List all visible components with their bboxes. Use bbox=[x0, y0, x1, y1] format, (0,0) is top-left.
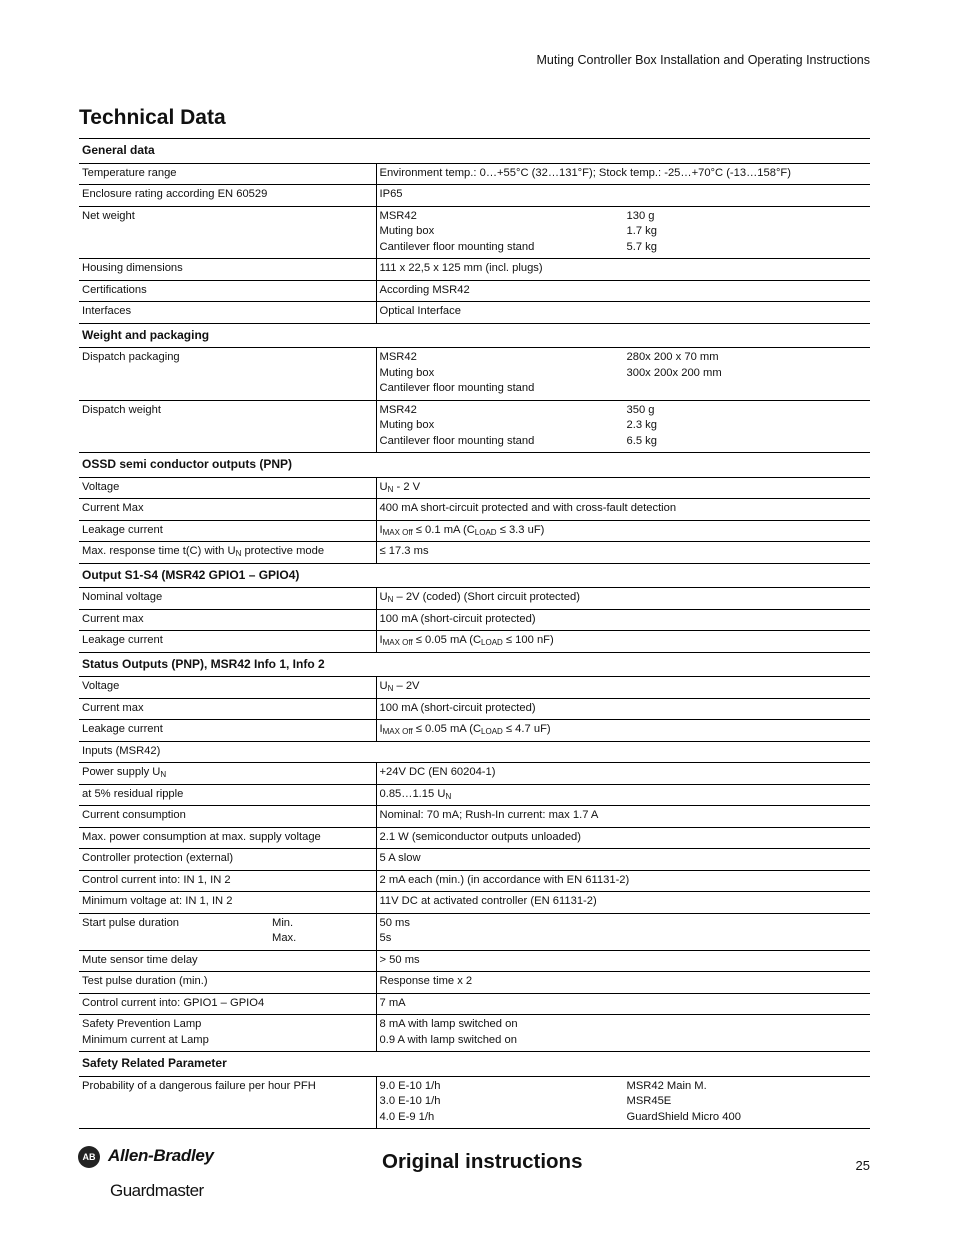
table-row bbox=[79, 631, 870, 653]
subsection-row bbox=[79, 741, 870, 763]
row-value: $I_{MAX Off} \le 0.05$ mA ($C_{LOAD} \le 4.7$ uF) bbox=[376, 720, 870, 742]
item-value: MSR45E bbox=[626, 1095, 672, 1107]
table-row bbox=[79, 677, 870, 699]
row-value: Optical Interface bbox=[376, 302, 870, 324]
item-value: 5.7 kg bbox=[626, 240, 657, 253]
item-value: 280x 200 x 70 mm bbox=[626, 351, 719, 363]
table-row bbox=[79, 609, 870, 631]
row-label: Control current into: GPIO1 – GPIO4 bbox=[79, 993, 376, 1015]
original-instructions-label: Original instructions bbox=[382, 1150, 583, 1173]
item-name: Cantilever floor mounting stand bbox=[379, 240, 535, 253]
table-row bbox=[79, 1076, 870, 1129]
row-value: +24V DC (EN 60204-1) bbox=[376, 763, 870, 785]
row-label: Certifications bbox=[79, 280, 376, 302]
item-name: MSR42 bbox=[379, 403, 417, 416]
row-label: Controller protection (external) bbox=[79, 849, 376, 871]
item-value: 1.7 kg bbox=[626, 225, 657, 237]
row-value bbox=[376, 348, 870, 401]
row-value: $U_N - 2V$ bbox=[376, 677, 870, 699]
row-value: 50 ms 5s bbox=[376, 913, 870, 950]
inputs-label: Inputs (MSR42) bbox=[79, 741, 870, 763]
document-title: Muting Controller Box Installation and Operating Instructions bbox=[536, 53, 870, 67]
item-value: 130 g bbox=[626, 209, 655, 222]
table-row bbox=[79, 720, 870, 742]
item-name: 4.0 E-9 1/h bbox=[379, 1110, 435, 1123]
section-title: Technical Data bbox=[79, 106, 226, 129]
item-name: Muting box bbox=[379, 225, 435, 237]
row-label: Voltage bbox=[79, 677, 376, 699]
table-row bbox=[79, 892, 870, 914]
row-value: $I_{MAX Off} \le 0.1$ mA ($C_{LOAD} \le 3.3$ uF) bbox=[376, 520, 870, 542]
brand-name: Allen-Bradley bbox=[108, 1146, 214, 1165]
row-label: Current consumption bbox=[79, 806, 376, 828]
row-label: Safety Prevention Lamp Minimum current at Lamp bbox=[79, 1015, 376, 1052]
row-value: Nominal: 70 mA; Rush-In current: max 1.7 A bbox=[376, 806, 870, 828]
row-value: According MSR42 bbox=[376, 280, 870, 302]
row-label: Leakage current bbox=[79, 520, 376, 542]
table-row bbox=[79, 206, 870, 259]
row-value: $U_N - 2V$ (coded) (Short circuit protected) bbox=[376, 588, 870, 610]
row-label: Voltage bbox=[79, 477, 376, 499]
item-name: MSR42 bbox=[379, 351, 417, 363]
item-value: GuardShield Micro 400 bbox=[626, 1110, 741, 1123]
item-name: Cantilever floor mounting stand bbox=[379, 434, 535, 447]
table-row bbox=[79, 477, 870, 499]
section-header: Status Outputs (PNP), MSR42 Info 1, Info 2 bbox=[79, 652, 870, 677]
row-value: $I_{MAX Off} \le 0.05$ mA ($C_{LOAD} \le 100$ nF) bbox=[376, 631, 870, 653]
row-value: 100 mA (short-circuit protected) bbox=[376, 609, 870, 631]
row-value: 100 mA (short-circuit protected) bbox=[376, 698, 870, 720]
section-header: OSSD semi conductor outputs (PNP) bbox=[79, 453, 870, 478]
row-label: Mute sensor time delay bbox=[79, 950, 376, 972]
row-label: Probability of a dangerous failure per hour PFH bbox=[79, 1076, 376, 1129]
row-label: Net weight bbox=[79, 206, 376, 259]
item-value: 300x 200x 200 mm bbox=[626, 366, 722, 379]
row-label: Current Max bbox=[79, 499, 376, 521]
item-name: MSR42 bbox=[379, 209, 417, 222]
row-value: 400 mA short-circuit protected and with cross-fault detection bbox=[376, 499, 870, 521]
table-row bbox=[79, 185, 870, 207]
row-label: Enclosure rating according EN 60529 bbox=[79, 185, 376, 207]
table-row bbox=[79, 784, 870, 806]
row-label: Housing dimensions bbox=[79, 259, 376, 281]
row-label: Nominal voltage bbox=[79, 588, 376, 610]
table-row bbox=[79, 950, 870, 972]
row-value: IP65 bbox=[376, 185, 870, 207]
table-row bbox=[79, 849, 870, 871]
table-row bbox=[79, 302, 870, 324]
page-number: 25 bbox=[855, 1158, 870, 1173]
row-label: Dispatch packaging bbox=[79, 348, 376, 401]
table-row bbox=[79, 280, 870, 302]
row-value: $U_N - 2$ V bbox=[376, 477, 870, 499]
row-value: Response time x 2 bbox=[376, 972, 870, 994]
item-name: Muting box bbox=[379, 366, 435, 379]
row-value: 2 mA each (min.) (in accordance with EN 61131-2) bbox=[376, 870, 870, 892]
item-value: 2.3 kg bbox=[626, 419, 657, 431]
item-name: Cantilever floor mounting stand bbox=[379, 382, 535, 394]
item-name: Muting box bbox=[379, 419, 435, 431]
row-label: Start pulse duration Min. Max. bbox=[79, 913, 376, 950]
table-row bbox=[79, 588, 870, 610]
table-row bbox=[79, 806, 870, 828]
row-label: Leakage current bbox=[79, 631, 376, 653]
row-value: ≤ 17.3 ms bbox=[376, 542, 870, 564]
item-name: 9.0 E-10 1/h bbox=[379, 1079, 441, 1092]
row-value: Environment temp.: 0…+55°C (32…131°F); Stock temp.: -25…+70°C (-13…158°F) bbox=[376, 163, 870, 185]
section-header: Safety Related Parameter bbox=[79, 1052, 870, 1077]
item-name: 3.0 E-10 1/h bbox=[379, 1095, 441, 1107]
row-label: Control current into: IN 1, IN 2 bbox=[79, 870, 376, 892]
row-value bbox=[376, 400, 870, 453]
table-row bbox=[79, 972, 870, 994]
section-header: Weight and packaging bbox=[79, 323, 870, 348]
row-value: 111 x 22,5 x 125 mm (incl. plugs) bbox=[376, 259, 870, 281]
table-row bbox=[79, 400, 870, 453]
row-label: Leakage current bbox=[79, 720, 376, 742]
item-value: 350 g bbox=[626, 403, 655, 416]
table-row bbox=[79, 1015, 870, 1052]
row-label: Current max bbox=[79, 698, 376, 720]
table-row bbox=[79, 520, 870, 542]
ab-logo-icon: AB bbox=[78, 1146, 100, 1168]
row-value: 11V DC at activated controller (EN 61131-2) bbox=[376, 892, 870, 914]
table-row bbox=[79, 993, 870, 1015]
table-row bbox=[79, 870, 870, 892]
row-value bbox=[376, 206, 870, 259]
row-label: Interfaces bbox=[79, 302, 376, 324]
row-label: Dispatch weight bbox=[79, 400, 376, 453]
table-row bbox=[79, 259, 870, 281]
item-value: 6.5 kg bbox=[626, 434, 657, 447]
row-label: Max. power consumption at max. supply voltage bbox=[79, 827, 376, 849]
row-label: Current max bbox=[79, 609, 376, 631]
row-value: 8 mA with lamp switched on 0.9 A with lamp switched on bbox=[376, 1015, 870, 1052]
row-value: 7 mA bbox=[376, 993, 870, 1015]
table-row bbox=[79, 348, 870, 401]
row-label: Temperature range bbox=[79, 163, 376, 185]
row-value: 0.85…1.15 $U_N$ bbox=[376, 784, 870, 806]
guardmaster-logo: Guardmaster bbox=[110, 1181, 204, 1200]
row-label: Max. response time t(C) with $U_N$ protective mode bbox=[79, 542, 376, 564]
row-value: 2.1 W (semiconductor outputs unloaded) bbox=[376, 827, 870, 849]
table-row bbox=[79, 913, 870, 950]
technical-data-table bbox=[79, 138, 870, 1129]
table-row bbox=[79, 698, 870, 720]
row-label: Test pulse duration (min.) bbox=[79, 972, 376, 994]
table-row bbox=[79, 827, 870, 849]
table-row bbox=[79, 542, 870, 564]
row-value: > 50 ms bbox=[376, 950, 870, 972]
row-label: Minimum voltage at: IN 1, IN 2 bbox=[79, 892, 376, 914]
row-label: Power supply $U_N$ bbox=[79, 763, 376, 785]
row-label: at 5% residual ripple bbox=[79, 784, 376, 806]
table-row bbox=[79, 163, 870, 185]
table-row bbox=[79, 763, 870, 785]
row-value: 5 A slow bbox=[376, 849, 870, 871]
row-value bbox=[376, 1076, 870, 1129]
table-row bbox=[79, 499, 870, 521]
item-value: MSR42 Main M. bbox=[626, 1079, 707, 1092]
section-header: Output S1-S4 (MSR42 GPIO1 – GPIO4) bbox=[79, 563, 870, 588]
section-header: General data bbox=[79, 139, 870, 164]
